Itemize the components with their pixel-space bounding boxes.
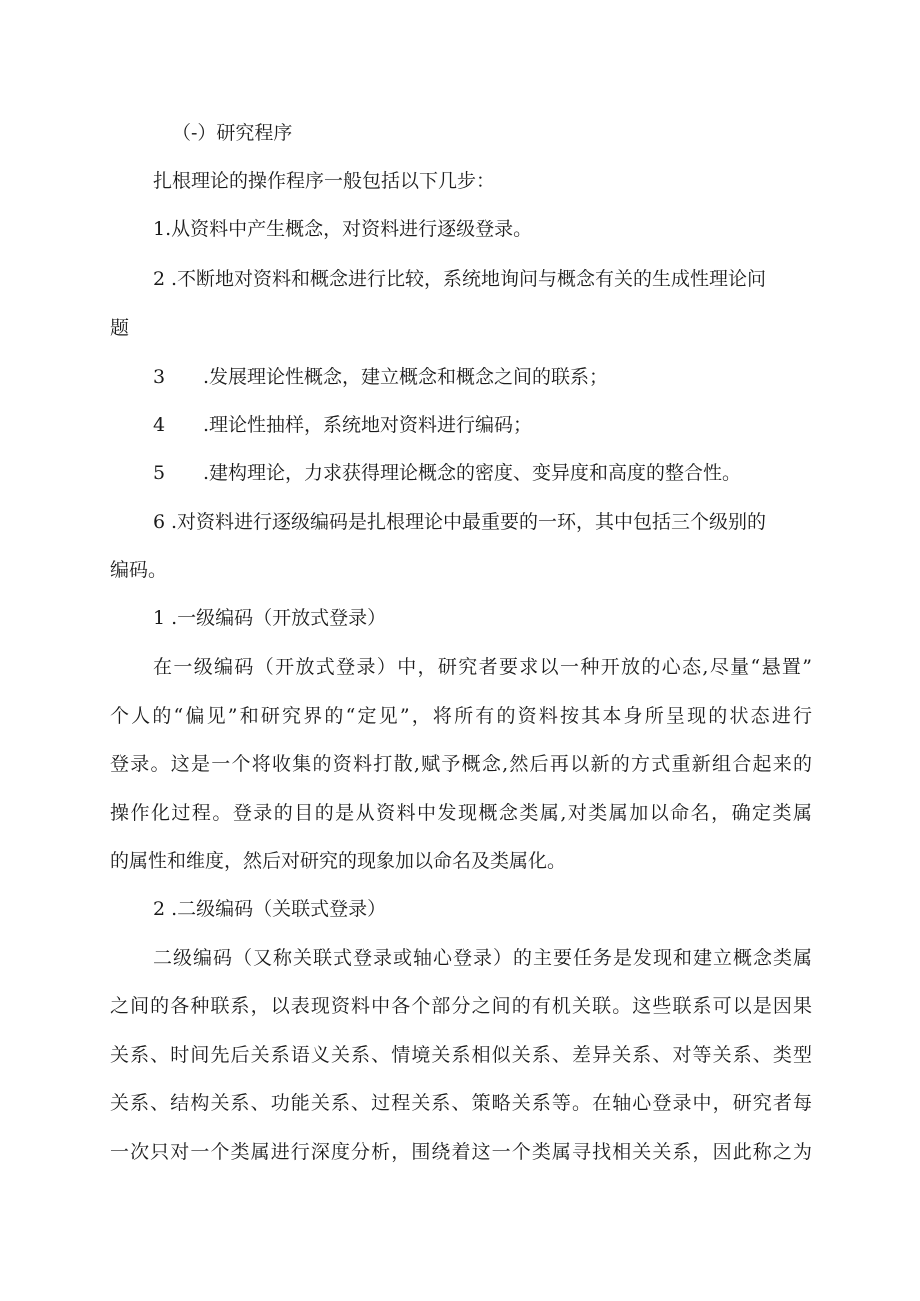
step-5-number: 5	[153, 462, 166, 484]
step-4	[153, 413, 753, 437]
subsection-2-line-1: 二级编码（又称关联式登录或轴心登录）的主要任务是发现和建立概念类属	[153, 947, 812, 969]
section-heading: （-）研究程序	[172, 122, 293, 144]
step-5-text: .建构理论，力求获得理论概念的密度、变异度和高度的整合性。	[203, 462, 742, 484]
intro-paragraph: 扎根理论的操作程序一般包括以下几步：	[153, 170, 496, 192]
subsection-2-line-2: 之间的各种联系，以表现资料中各个部分之间的有机关联。这些联系可以是因果	[110, 995, 812, 1017]
step-1	[153, 217, 653, 241]
subsection-2-line-4: 关系、结构关系、功能关系、过程关系、策略关系等。在轴心登录中，研究者每	[110, 1092, 812, 1114]
subsection-2-line-3: 关系、时间先后关系语义关系、情境关系相似关系、差异关系、对等关系、类型	[110, 1044, 812, 1066]
step-2-continuation: 题	[110, 317, 130, 339]
step-3	[153, 365, 753, 389]
subsection-1-line-4: 操作化过程。登录的目的是从资料中发现概念类属,对类属加以命名，确定类属	[110, 802, 812, 824]
subsection-2-line-5: 一次只对一个类属进行深度分析，围绕着这一个类属寻找相关关系，因此称之为	[110, 1141, 812, 1163]
subsection-2-title: 2 .二级编码（关联式登录）	[153, 898, 387, 920]
subsection-1-line-5: 的属性和维度，然后对研究的现象加以命名及类属化。	[110, 850, 567, 872]
step-1-text: 从资料中产生概念，对资料进行逐级登录。	[171, 218, 533, 240]
step-6-continuation: 编码。	[110, 559, 168, 581]
step-2	[153, 267, 812, 291]
step-3-text: .发展理论性概念，建立概念和概念之间的联系；	[203, 366, 609, 388]
step-2-number: 2	[153, 268, 166, 290]
step-4-text: .理论性抽样，系统地对资料进行编码；	[203, 414, 533, 436]
step-5	[153, 461, 812, 485]
subsection-1-line-3: 登录。这是一个将收集的资料打散,赋予概念,然后再以新的方式重新组合起来的	[110, 753, 812, 775]
step-6-number: 6	[153, 511, 166, 533]
subsection-1-title: 1 .一级编码（开放式登录）	[153, 607, 387, 629]
step-6	[153, 510, 812, 534]
step-3-number: 3	[153, 366, 166, 388]
subsection-1-line-1: 在一级编码（开放式登录）中，研究者要求以一种开放的心态,尽量“悬置”	[153, 656, 812, 678]
step-6-text: .对资料进行逐级编码是扎根理论中最重要的一环，其中包括三个级别的	[171, 511, 767, 533]
step-4-number: 4	[153, 414, 166, 436]
step-1-number: 1.	[153, 218, 172, 240]
step-2-text: .不断地对资料和概念进行比较，系统地询问与概念有关的生成性理论问	[171, 268, 767, 290]
subsection-1-line-2: 个人的“偏见”和研究界的“定见”，将所有的资料按其本身所呈现的状态进行	[110, 705, 812, 727]
